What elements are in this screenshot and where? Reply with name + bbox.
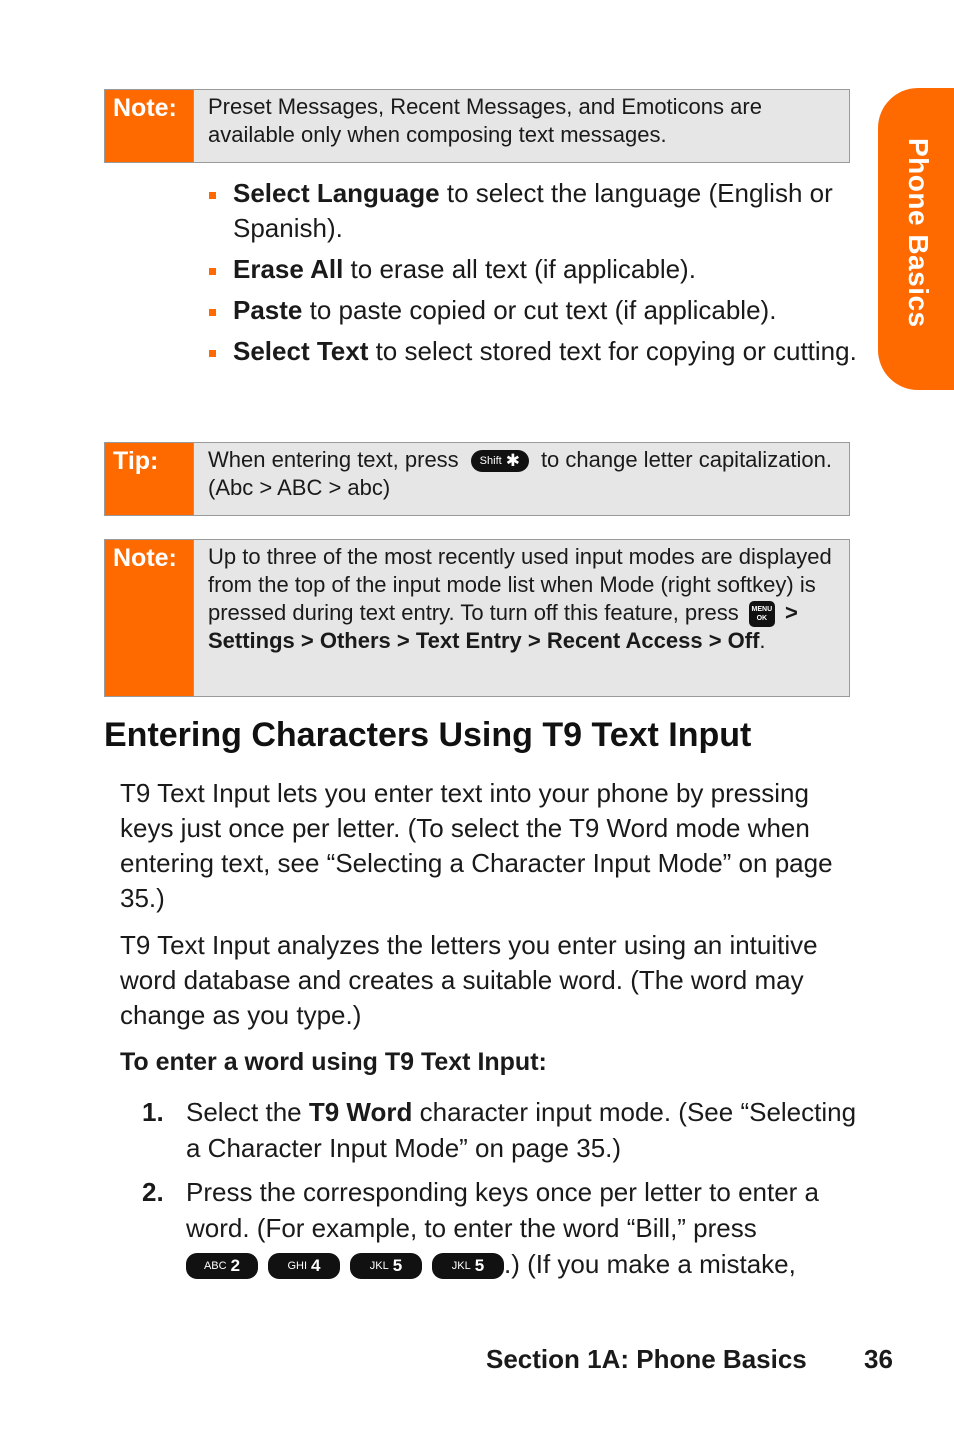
procedure-heading: To enter a word using T9 Text Input: <box>120 1048 547 1076</box>
bullet-square-icon <box>209 350 216 357</box>
list-item <box>206 252 866 287</box>
tip-text: When entering text, press Shift ✱ to change letter capitalization. (Abc > ABC > abc) <box>194 443 849 515</box>
bullet-square-icon <box>209 268 216 275</box>
side-tab-label: Phone Basics <box>903 138 934 328</box>
step-2 <box>142 1174 867 1282</box>
list-item <box>206 176 866 246</box>
option-description: to select the language (English or Spanish). <box>233 178 833 243</box>
option-name: Paste <box>233 295 303 325</box>
menu-path: > Settings > Others > Text Entry > Recent Access > Off <box>208 600 798 654</box>
option-description: to select stored text for copying or cutting. <box>368 336 857 366</box>
step-number: 2. <box>142 1177 164 1207</box>
note-callout-2 <box>104 539 850 697</box>
key-2-icon: ABC 2 <box>186 1253 258 1279</box>
note-callout-1 <box>104 89 850 163</box>
shift-key-icon: Shift ✱ <box>471 450 529 472</box>
option-name: Erase All <box>233 254 344 284</box>
bullet-square-icon <box>209 309 216 316</box>
option-name: Select Language <box>233 178 440 208</box>
paragraph-intro: T9 Text Input lets you enter text into your phone by pressing keys just once per letter. (To select the T9 Word mode when entering text, see “Selecting a Character Input Mode” on page 35.) <box>120 778 833 913</box>
footer-section-title: Section 1A: Phone Basics <box>486 1344 807 1374</box>
step-number: 1. <box>142 1097 164 1127</box>
key-5-icon: JKL 5 <box>432 1253 504 1279</box>
step-1 <box>142 1094 867 1166</box>
note-text: Up to three of the most recently used input modes are displayed from the top of the input mode list when Mode (right softkey) is pressed during text entry. To turn off this feature, press MENU OK > Settings > Others > Text Entry > Recent Access > Off. <box>194 540 849 696</box>
list-item <box>206 334 866 369</box>
paragraph-analyze: T9 Text Input analyzes the letters you enter using an intuitive word database and creates a suitable word. (The word may change as you type.) <box>120 930 818 1030</box>
note-label: Note: <box>105 90 194 162</box>
key-5-icon: JKL 5 <box>350 1253 422 1279</box>
tip-callout <box>104 442 850 516</box>
bullet-square-icon <box>209 192 216 199</box>
tip-label: Tip: <box>105 443 194 515</box>
note-label: Note: <box>105 540 194 696</box>
list-item <box>206 293 866 328</box>
step-text: Press the corresponding keys once per letter to enter a word. (For example, to enter the word “Bill,” press ABC 2 GHI 4 JKL 5 JKL 5 .) (If you make a mistake, <box>186 1177 820 1279</box>
menu-ok-key-icon: MENU OK <box>749 601 775 627</box>
option-description: to paste copied or cut text (if applicable). <box>302 295 777 325</box>
option-description: to erase all text (if applicable). <box>343 254 696 284</box>
step-text: Select the T9 Word character input mode. (See “Selecting a Character Input Mode” on page 35.) <box>186 1097 857 1163</box>
section-heading: Entering Characters Using T9 Text Input <box>104 716 752 754</box>
note-text: Preset Messages, Recent Messages, and Emoticons are available only when composing text messages. <box>194 90 849 162</box>
page-number: 36 <box>864 1344 893 1374</box>
option-list <box>206 176 866 375</box>
key-4-icon: GHI 4 <box>268 1253 340 1279</box>
option-name: Select Text <box>233 336 369 366</box>
section-side-tab <box>878 88 954 390</box>
